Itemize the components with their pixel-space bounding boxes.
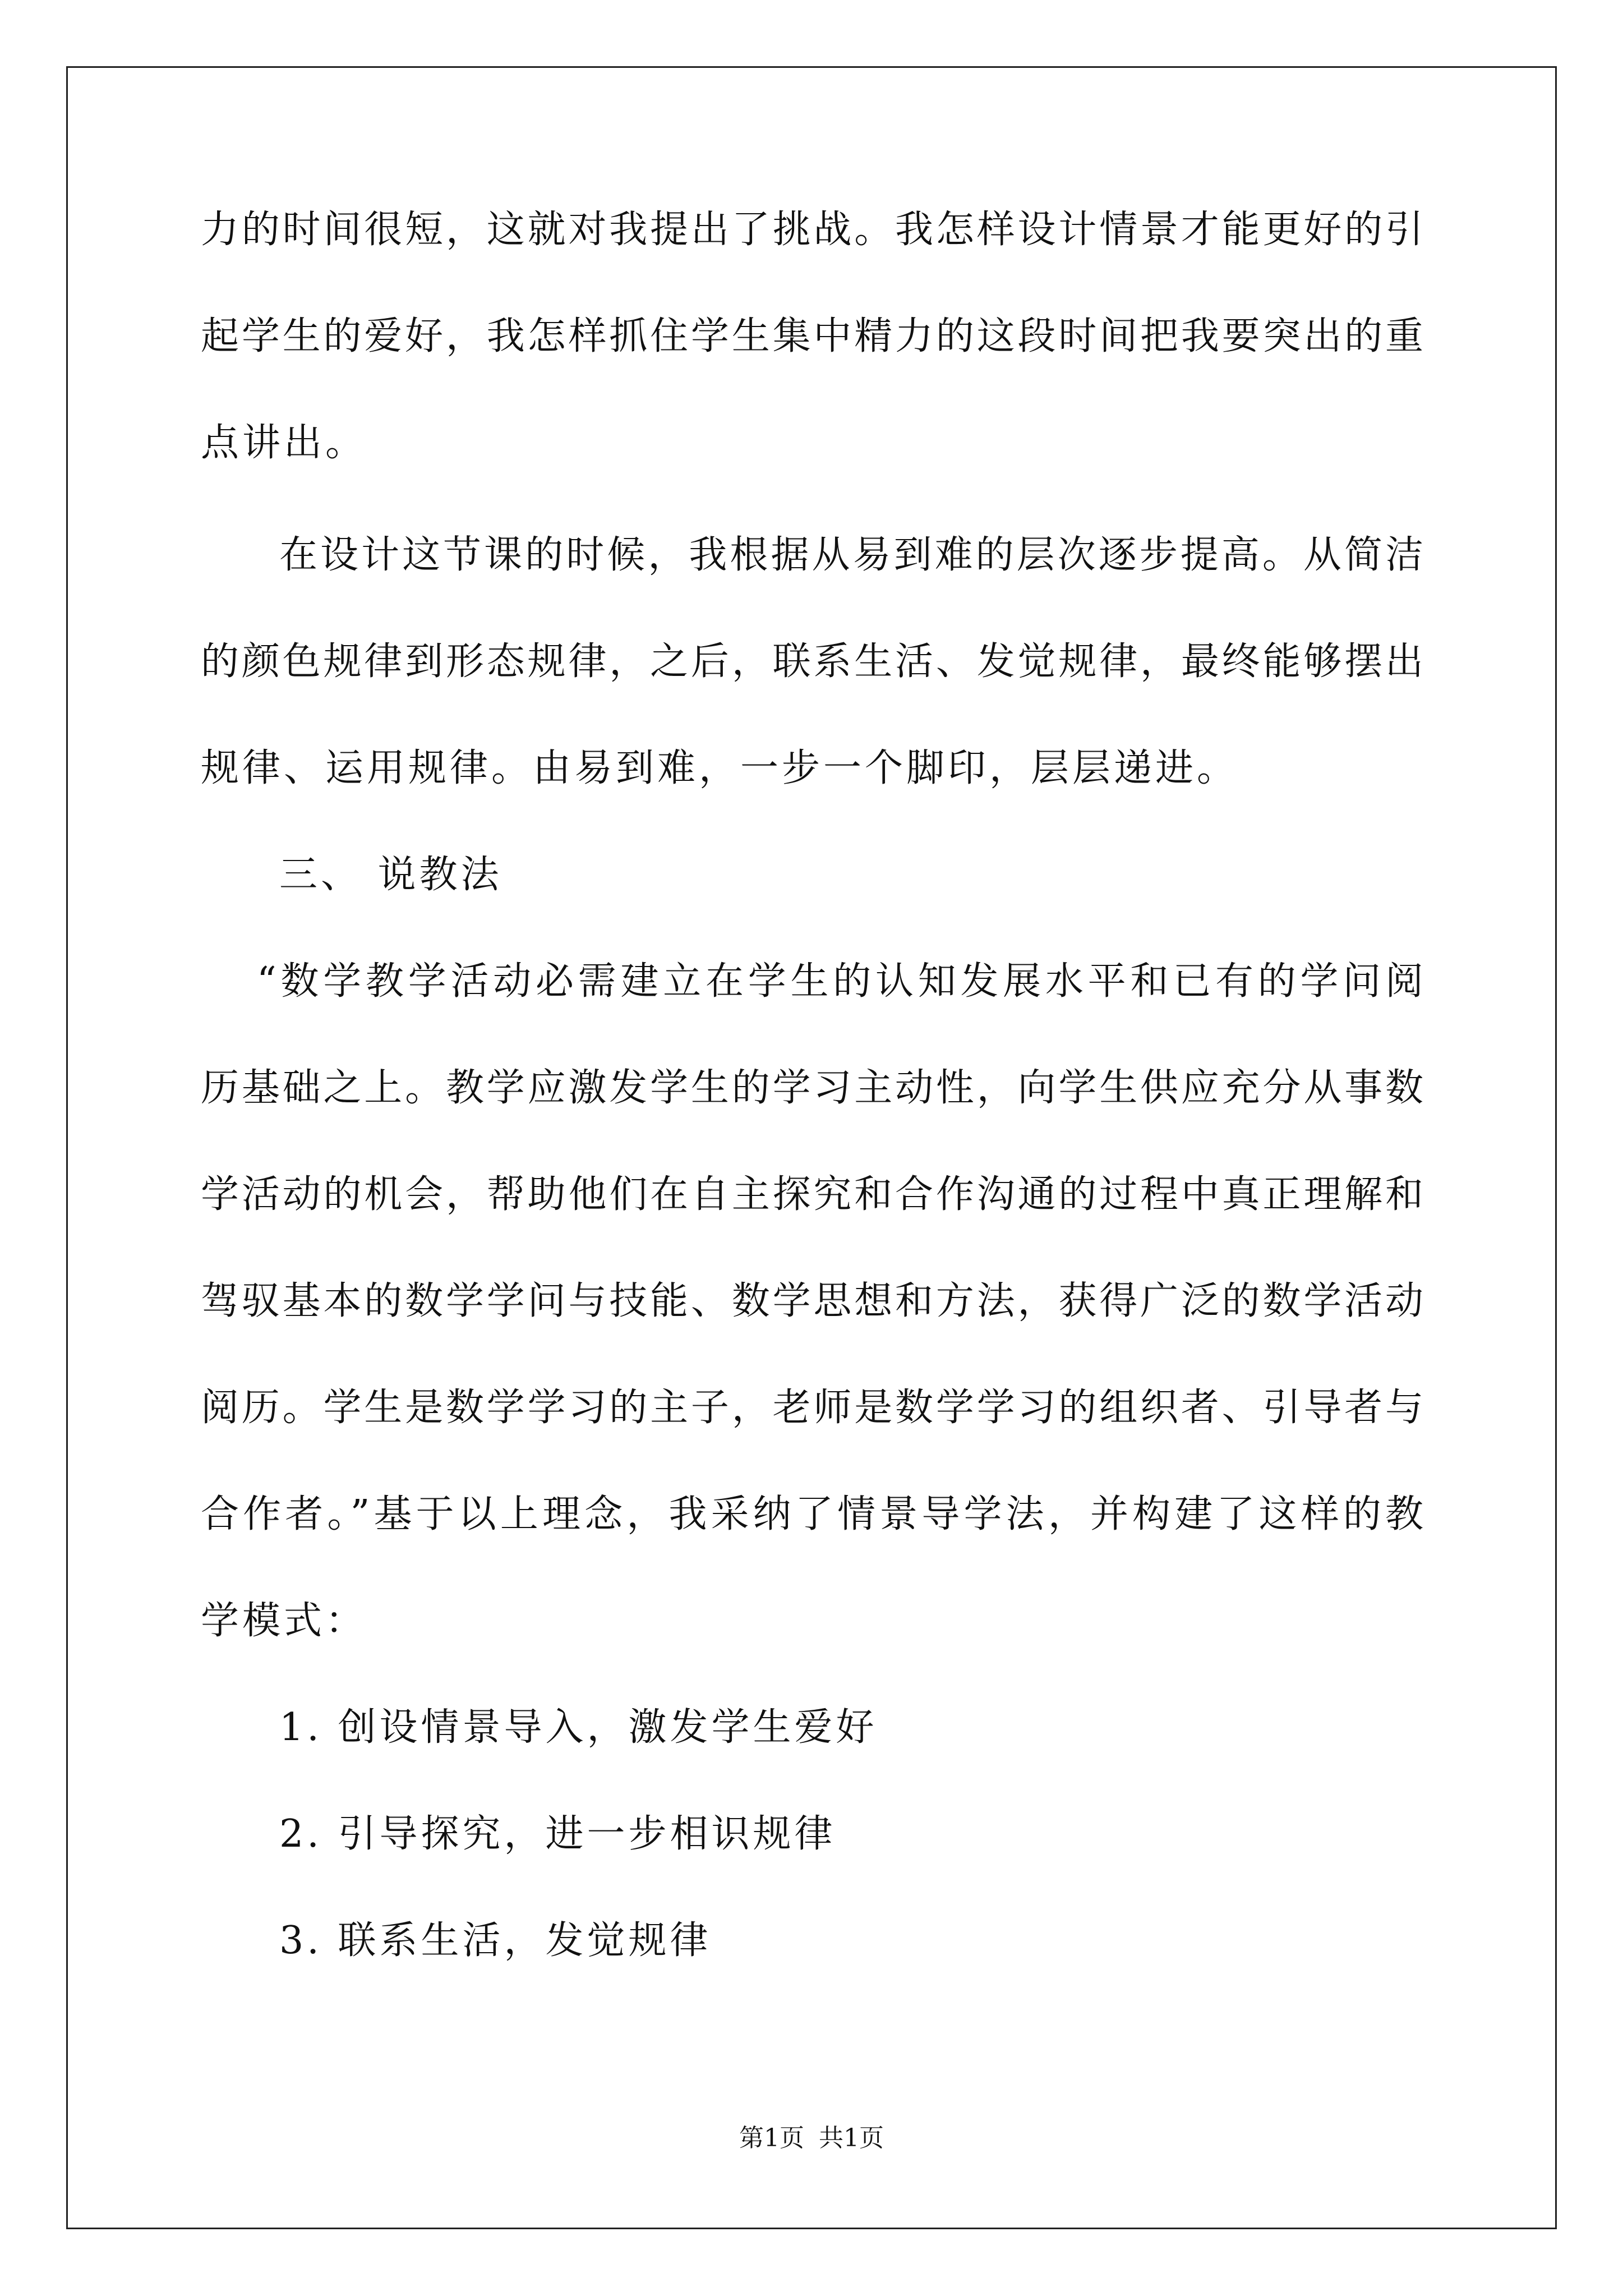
list-item-1: 1. 创设情景导入，激发学生爱好 [279, 1705, 878, 1750]
text-line-4: 在设计这节课的时候，我根据从易到难的层次逐步提高。从简洁 [279, 533, 1423, 577]
text-line-13: 合作者。”基于以上理念，我采纳了情景导学法，并构建了这样的教 [201, 1492, 1423, 1536]
section-heading: 三、 说教法 [279, 853, 502, 897]
text-line-6: 规律、运用规律。由易到难，一步一个脚印，层层递进。 [201, 746, 1239, 790]
text-line-5: 的颜色规律到形态规律，之后，联系生活、发觉规律，最终能够摆出 [201, 639, 1423, 684]
text-line-2: 起学生的爱好，我怎样抓住学生集中精力的这段时间把我要突出的重 [201, 314, 1423, 358]
page-total: 共1页 [819, 2124, 884, 2152]
text-line-11: 驾驭基本的数学学问与技能、数学思想和方法，获得广泛的数学活动 [201, 1279, 1423, 1323]
text-line-12: 阅历。学生是数学学习的主子，老师是数学学习的组织者、引导者与 [201, 1386, 1423, 1430]
page-footer [0, 2123, 1623, 2154]
text-line-3: 点讲出。 [201, 421, 367, 465]
page-border [66, 66, 1557, 2229]
text-line-9: 历基础之上。教学应激发学生的学习主动性，向学生供应充分从事数 [201, 1066, 1423, 1110]
list-item-2: 2. 引导探究，进一步相识规律 [279, 1812, 836, 1856]
list-item-3: 3. 联系生活，发觉规律 [279, 1918, 712, 1963]
text-line-14: 学模式： [201, 1599, 367, 1643]
text-line-8: “数学教学活动必需建立在学生的认知发展水平和已有的学问阅 [257, 959, 1423, 1004]
text-line-1: 力的时间很短，这就对我提出了挑战。我怎样设计情景才能更好的引 [201, 208, 1423, 252]
page-number: 第1页 [739, 2124, 804, 2152]
text-line-10: 学活动的机会，帮助他们在自主探究和合作沟通的过程中真正理解和 [201, 1172, 1423, 1217]
